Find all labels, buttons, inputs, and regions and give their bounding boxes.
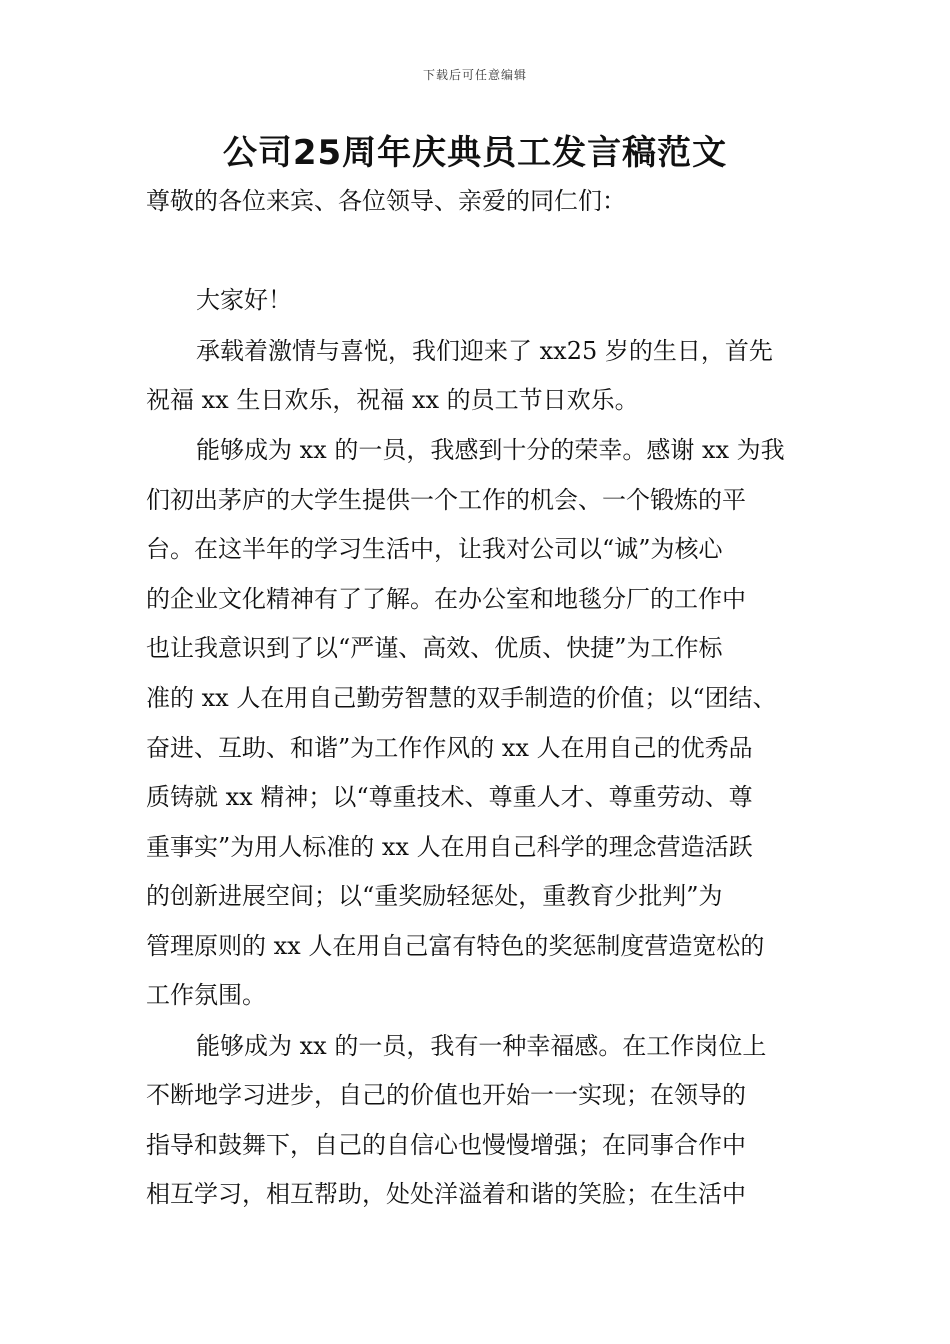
- paragraph-line: 们初出茅庐的大学生提供一个工作的机会、一个锻炼的平: [146, 486, 746, 514]
- paragraph-line: 的企业文化精神有了了解。在办公室和地毯分厂的工作中: [146, 585, 746, 613]
- paragraph-line: 工作氛围。: [146, 981, 266, 1009]
- paragraph-line: 准的 xx 人在用自己勤劳智慧的双手制造的价值；以“团结、: [146, 684, 777, 712]
- header-note: 下载后可任意编辑: [422, 68, 527, 82]
- paragraph-line: 指导和鼓舞下，自己的自信心也慢慢增强；在同事合作中: [146, 1131, 746, 1159]
- paragraph-line: 管理原则的 xx 人在用自己富有特色的奖惩制度营造宽松的: [146, 932, 765, 960]
- paragraph-line: 台。在这半年的学习生活中，让我对公司以“诚”为核心: [146, 535, 723, 563]
- paragraph-line: 能够成为 xx 的一员，我感到十分的荣幸。感谢 xx 为我: [196, 436, 785, 464]
- paragraph-line: 祝福 xx 生日欢乐，祝福 xx 的员工节日欢乐。: [146, 386, 639, 414]
- paragraph-line: 的创新进展空间；以“重奖励轻惩处，重教育少批判”为: [146, 882, 723, 910]
- paragraph-line: 能够成为 xx 的一员，我有一种幸福感。在工作岗位上: [196, 1032, 767, 1060]
- paragraph-line: 承载着激情与喜悦，我们迎来了 xx25 岁的生日，首先: [196, 337, 773, 365]
- paragraph-line: 也让我意识到了以“严谨、高效、优质、快捷”为工作标: [146, 634, 723, 662]
- paragraph-line: 奋进、互助、和谐”为工作作风的 xx 人在用自己的优秀品: [146, 734, 753, 762]
- paragraph-line: 不断地学习进步，自己的价值也开始一一实现；在领导的: [146, 1081, 746, 1109]
- document-title: 公司25周年庆典员工发言稿范文: [222, 133, 728, 173]
- greeting: 大家好！: [196, 286, 292, 314]
- salutation: 尊敬的各位来宾、各位领导、亲爱的同仁们：: [146, 187, 626, 215]
- paragraph-line: 重事实”为用人标准的 xx 人在用自己科学的理念营造活跃: [146, 833, 753, 861]
- paragraph-line: 质铸就 xx 精神；以“尊重技术、尊重人才、尊重劳动、尊: [146, 783, 753, 811]
- paragraph-line: 相互学习，相互帮助，处处洋溢着和谐的笑脸；在生活中: [146, 1180, 746, 1208]
